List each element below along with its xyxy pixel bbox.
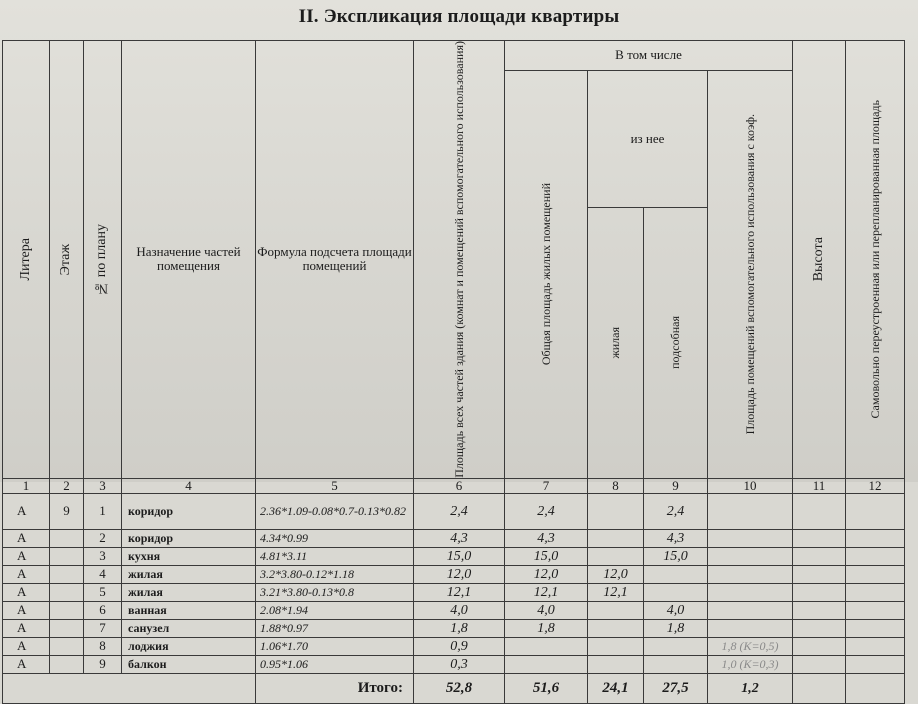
cell-ploshchad: 2,4 <box>414 494 505 530</box>
cell-naznachenie: ванная <box>122 602 256 620</box>
cell-zhilaya: 12,0 <box>588 566 644 584</box>
cell-vysota <box>793 620 846 638</box>
cell-vysota <box>793 584 846 602</box>
cell-vspomogat <box>708 620 793 638</box>
cell-nomer: 1 <box>84 494 122 530</box>
cell-podsobnaya: 1,8 <box>644 620 708 638</box>
cell-zhilaya <box>588 530 644 548</box>
cell-samovolno <box>846 566 905 584</box>
cell-naznachenie: кухня <box>122 548 256 566</box>
cell-etazh <box>50 620 84 638</box>
cell-etazh <box>50 656 84 674</box>
cell-zhilaya <box>588 602 644 620</box>
cell-vysota <box>793 548 846 566</box>
cell-ploshchad: 4,0 <box>414 602 505 620</box>
table-row <box>3 494 905 530</box>
cell-samovolno <box>846 548 905 566</box>
total-obshchaya: 51,6 <box>505 674 588 704</box>
header-zhilaya: жилая <box>588 208 644 479</box>
cell-nomer: 4 <box>84 566 122 584</box>
cell-etazh <box>50 638 84 656</box>
table-row <box>3 602 905 620</box>
cell-samovolno <box>846 530 905 548</box>
column-number: 11 <box>793 478 846 493</box>
cell-samovolno <box>846 638 905 656</box>
cell-vysota <box>793 494 846 530</box>
cell-podsobnaya: 4,3 <box>644 530 708 548</box>
cell-samovolno <box>846 584 905 602</box>
column-number: 6 <box>414 478 505 493</box>
cell-podsobnaya: 2,4 <box>644 494 708 530</box>
cell-etazh <box>50 566 84 584</box>
header-formula: Формула подсчета площади помещений <box>256 41 414 479</box>
cell-nomer: 6 <box>84 602 122 620</box>
cell-obshchaya <box>505 656 588 674</box>
header-vysota: Высота <box>793 41 846 479</box>
column-number: 2 <box>50 478 84 493</box>
cell-vspomogat <box>708 494 793 530</box>
total-ploshchad: 52,8 <box>414 674 505 704</box>
total-label: Итого: <box>256 674 414 704</box>
cell-etazh: 9 <box>50 494 84 530</box>
cell-formula: 3.2*3.80-0.12*1.18 <box>256 566 414 584</box>
cell-naznachenie: жилая <box>122 566 256 584</box>
column-number: 10 <box>708 478 793 493</box>
cell-obshchaya: 1,8 <box>505 620 588 638</box>
cell-formula: 1.88*0.97 <box>256 620 414 638</box>
cell-ploshchad: 0,3 <box>414 656 505 674</box>
cell-naznachenie: лоджия <box>122 638 256 656</box>
table-row <box>3 656 905 674</box>
header-litera: Литера <box>3 41 50 479</box>
cell-formula: 4.34*0.99 <box>256 530 414 548</box>
total-empty-cell <box>3 674 256 704</box>
total-zhilaya: 24,1 <box>588 674 644 704</box>
cell-podsobnaya <box>644 566 708 584</box>
cell-podsobnaya <box>644 638 708 656</box>
cell-podsobnaya: 4,0 <box>644 602 708 620</box>
cell-nomer: 5 <box>84 584 122 602</box>
cell-vspomogat: 1,8 (K=0,5) <box>708 638 793 656</box>
header-iz-nee: из нее <box>588 71 708 208</box>
cell-zhilaya <box>588 656 644 674</box>
header-v-tom-chisle: В том числе <box>505 41 793 71</box>
column-number: 4 <box>122 478 256 493</box>
table-row <box>3 638 905 656</box>
header-podsobnaya: подсобная <box>644 208 708 479</box>
cell-ploshchad: 0,9 <box>414 638 505 656</box>
total-samovolno <box>846 674 905 704</box>
column-number: 7 <box>505 478 588 493</box>
cell-obshchaya: 15,0 <box>505 548 588 566</box>
cell-vspomogat <box>708 602 793 620</box>
cell-etazh <box>50 584 84 602</box>
cell-ploshchad: 15,0 <box>414 548 505 566</box>
cell-litera: А <box>3 494 50 530</box>
total-vspomogat: 1,2 <box>708 674 793 704</box>
cell-naznachenie: санузел <box>122 620 256 638</box>
cell-litera: А <box>3 638 50 656</box>
cell-vysota <box>793 566 846 584</box>
cell-obshchaya: 2,4 <box>505 494 588 530</box>
header-samovolno: Самовольно переустроенная или перепланированная площадь <box>846 41 905 479</box>
cell-nomer: 7 <box>84 620 122 638</box>
cell-zhilaya <box>588 638 644 656</box>
document-title: II. Экспликация площади квартиры <box>298 6 620 27</box>
header-etazh: Этаж <box>50 41 84 479</box>
cell-podsobnaya: 15,0 <box>644 548 708 566</box>
total-row <box>3 674 905 704</box>
cell-zhilaya: 12,1 <box>588 584 644 602</box>
cell-obshchaya: 12,1 <box>505 584 588 602</box>
cell-litera: А <box>3 530 50 548</box>
cell-zhilaya <box>588 494 644 530</box>
table-row <box>3 566 905 584</box>
cell-naznachenie: коридор <box>122 494 256 530</box>
cell-podsobnaya <box>644 584 708 602</box>
cell-litera: А <box>3 548 50 566</box>
cell-etazh <box>50 530 84 548</box>
cell-ploshchad: 4,3 <box>414 530 505 548</box>
header-ploshchad-vseh: Площадь всех частей здания (комнат и помещений вспомогательного использования) <box>414 41 505 479</box>
cell-etazh <box>50 548 84 566</box>
column-number: 1 <box>3 478 50 493</box>
cell-litera: А <box>3 620 50 638</box>
total-vysota <box>793 674 846 704</box>
cell-samovolno <box>846 656 905 674</box>
cell-samovolno <box>846 494 905 530</box>
cell-vspomogat <box>708 584 793 602</box>
table-row <box>3 530 905 548</box>
total-podsobnaya: 27,5 <box>644 674 708 704</box>
cell-litera: А <box>3 656 50 674</box>
table-row <box>3 584 905 602</box>
cell-vysota <box>793 530 846 548</box>
cell-naznachenie: жилая <box>122 584 256 602</box>
column-number: 3 <box>84 478 122 493</box>
table-row <box>3 548 905 566</box>
cell-zhilaya <box>588 548 644 566</box>
cell-obshchaya: 12,0 <box>505 566 588 584</box>
column-number: 9 <box>644 478 708 493</box>
cell-samovolno <box>846 602 905 620</box>
cell-litera: А <box>3 602 50 620</box>
cell-zhilaya <box>588 620 644 638</box>
cell-formula: 4.81*3.11 <box>256 548 414 566</box>
cell-vspomogat <box>708 548 793 566</box>
column-number: 5 <box>256 478 414 493</box>
cell-samovolno <box>846 620 905 638</box>
cell-etazh <box>50 602 84 620</box>
column-number: 8 <box>588 478 644 493</box>
header-naznachenie: Назначение частей помещения <box>122 41 256 479</box>
cell-naznachenie: балкон <box>122 656 256 674</box>
cell-formula: 2.08*1.94 <box>256 602 414 620</box>
cell-obshchaya: 4,3 <box>505 530 588 548</box>
column-number: 12 <box>846 478 905 493</box>
cell-vysota <box>793 638 846 656</box>
cell-vysota <box>793 602 846 620</box>
cell-vspomogat: 1,0 (K=0,3) <box>708 656 793 674</box>
cell-vysota <box>793 656 846 674</box>
cell-naznachenie: коридор <box>122 530 256 548</box>
header-obshchaya: Общая площадь жилых помещений <box>505 71 588 479</box>
cell-litera: А <box>3 566 50 584</box>
cell-obshchaya <box>505 638 588 656</box>
column-number-row <box>3 478 905 493</box>
table-row <box>3 620 905 638</box>
cell-formula: 0.95*1.06 <box>256 656 414 674</box>
cell-vspomogat <box>708 566 793 584</box>
cell-formula: 1.06*1.70 <box>256 638 414 656</box>
header-vspomogat: Площадь помещений вспомогательного использования с коэф. <box>708 71 793 479</box>
cell-vspomogat <box>708 530 793 548</box>
cell-ploshchad: 12,1 <box>414 584 505 602</box>
cell-nomer: 3 <box>84 548 122 566</box>
cell-nomer: 8 <box>84 638 122 656</box>
cell-ploshchad: 1,8 <box>414 620 505 638</box>
cell-podsobnaya <box>644 656 708 674</box>
cell-nomer: 9 <box>84 656 122 674</box>
explication-table <box>2 40 905 704</box>
cell-litera: А <box>3 584 50 602</box>
cell-nomer: 2 <box>84 530 122 548</box>
header-nomer: № по плану <box>84 41 122 479</box>
cell-obshchaya: 4,0 <box>505 602 588 620</box>
cell-formula: 3.21*3.80-0.13*0.8 <box>256 584 414 602</box>
cell-ploshchad: 12,0 <box>414 566 505 584</box>
cell-formula: 2.36*1.09-0.08*0.7-0.13*0.82 <box>256 494 414 530</box>
